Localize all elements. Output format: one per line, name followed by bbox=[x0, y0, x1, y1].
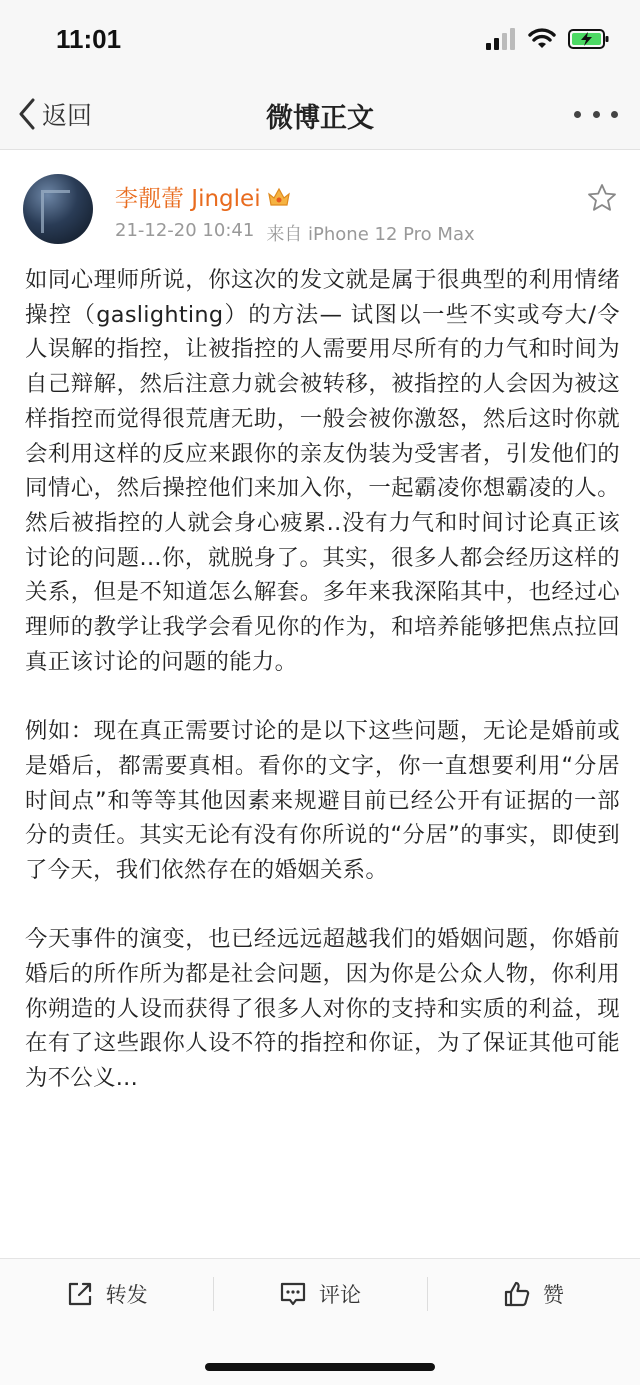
battery-charging-icon bbox=[568, 28, 610, 50]
post-source: 来自 iPhone 12 Pro Max bbox=[266, 224, 475, 245]
comment-label: 评论 bbox=[318, 1282, 361, 1307]
page-title: 微博正文 bbox=[266, 103, 374, 134]
more-options-button[interactable] bbox=[574, 102, 618, 126]
like-button[interactable] bbox=[427, 1259, 640, 1328]
post-meta bbox=[115, 220, 475, 246]
star-icon[interactable] bbox=[586, 182, 618, 214]
post-paragraph: 今天事件的演变，也已经远远超越我们的婚姻问题，你婚前婚后的所作所为都是社会问题，因为你是公众人物，你利用你朔造的人设而获得了很多人对你的支持和实质的利益，现在有了这些跟你人设不符的指控和你证，为了保证其他可能为不公义... bbox=[25, 926, 620, 1092]
vip-crown-icon bbox=[267, 186, 291, 208]
post-paragraph: 如同心理师所说，你这次的发文就是属于很典型的利用情绪操控（gaslighting）的方法— 试图以一些不实或夸大/令人误解的指控，让被指控的人需要用尽所有的力气和时间为自己辩解，然后注意力就会被转移，被指控的人会因为被这样指控而觉得很荒唐无助，一般会被你激怒，然后这时你就会利用这样的反应来跟你的亲友伪装为受害者，引发他们的同情心，然后操控他们来加入你，一起霸凌你想霸凌的人。然后被指控的人就会身心疲累..没有力气和时间讨论真正该讨论的问题...你，就脱身了。其实，很多人都会经历这样的关系，但是不知道怎么解套。多年来我深陷其中，也经过心理师的教学让我学会看见你的作为，和培养能够把焦点拉回真正该讨论的问题的能力。 bbox=[25, 267, 620, 675]
author-row bbox=[115, 180, 291, 213]
avatar[interactable] bbox=[23, 174, 93, 244]
status-time: 11:01 bbox=[56, 24, 122, 54]
comment-button[interactable] bbox=[213, 1259, 426, 1328]
repost-label: 转发 bbox=[105, 1282, 148, 1307]
post-body bbox=[25, 263, 620, 1131]
author-name[interactable]: 李靓蕾 Jinglei bbox=[115, 186, 261, 212]
home-indicator[interactable] bbox=[205, 1363, 435, 1371]
post-paragraph: 例如：现在真正需要讨论的是以下这些问题，无论是婚前或是婚后，都需要真相。看你的文字，你一直想要利用“分居时间点”和等等其他因素来规避目前已经公开有证据的一部分的责任。其实无论有没有你所说的“分居”的事实，即使到了今天，我们依然存在的婚姻关系。 bbox=[25, 718, 620, 883]
status-bar bbox=[0, 0, 640, 80]
like-label: 赞 bbox=[542, 1282, 564, 1307]
thumbs-up-icon bbox=[503, 1280, 531, 1308]
dot-icon bbox=[611, 111, 618, 118]
wifi-icon bbox=[528, 28, 556, 50]
dot-icon bbox=[593, 111, 600, 118]
action-bar bbox=[0, 1258, 640, 1328]
repost-button[interactable] bbox=[0, 1259, 213, 1328]
comment-icon bbox=[279, 1280, 307, 1308]
dot-icon bbox=[574, 111, 581, 118]
repost-icon bbox=[66, 1280, 94, 1308]
signal-icon bbox=[486, 28, 516, 50]
status-icons bbox=[486, 28, 610, 50]
nav-bar bbox=[0, 80, 640, 150]
back-label: 返回 bbox=[42, 101, 93, 130]
post-timestamp: 21-12-20 10:41 bbox=[115, 220, 255, 241]
post-header bbox=[0, 150, 640, 255]
home-strip bbox=[0, 1328, 640, 1385]
